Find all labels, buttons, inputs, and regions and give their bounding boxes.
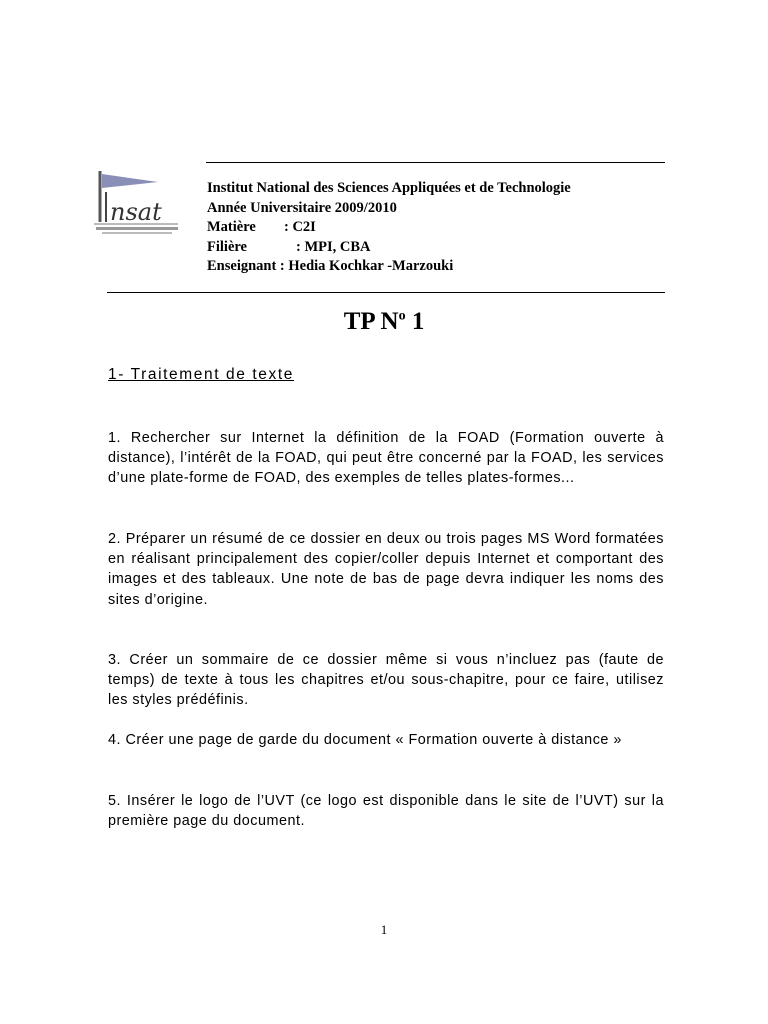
title-number: 1 <box>405 308 425 335</box>
filiere-label: Filière <box>207 238 247 255</box>
teacher: Enseignant : Hedia Kochkar -Marzouki <box>207 258 454 275</box>
matiere-value: : C2I <box>284 219 316 236</box>
header-rule-bottom <box>107 292 665 293</box>
section-title: 1- Traitement de texte <box>108 366 294 383</box>
matiere-label: Matière <box>207 219 256 236</box>
exercise-3: 3. Créer un sommaire de ce dossier même si vous n’incluez pas (faute de temps) de texte à tous les chapitres et/ou sous-chapitre, pour ce faire, utilisez les styles prédéfinis. <box>108 652 664 709</box>
exercise-4: 4. Créer une page de garde du document « Formation ouverte à distance » <box>108 732 622 748</box>
svg-text:nsat: nsat <box>110 198 162 226</box>
page-title <box>0 308 768 336</box>
page-number: 1 <box>380 922 388 937</box>
academic-year: Année Universitaire 2009/2010 <box>207 199 397 216</box>
institute-name: Institut National des Sciences Appliquées et de Technologie <box>207 180 571 196</box>
filiere-value: : MPI, CBA <box>296 238 371 255</box>
title-text: TP N <box>343 308 399 335</box>
insat-logo <box>92 166 182 238</box>
title-sup: o <box>398 308 406 324</box>
exercise-5: 5. Insérer le logo de l’UVT (ce logo est disponible dans le site de l’UVT) sur la première page du document. <box>108 793 664 830</box>
header-rule-top <box>206 162 665 163</box>
exercise-2: 2. Préparer un résumé de ce dossier en deux ou trois pages MS Word formatées en réalisant principalement des copier/coller depuis Internet et comportant des images et des tableaux. Une note de bas de page devra indiquer les noms des sites d’origine. <box>108 531 664 608</box>
exercise-1: 1. Rechercher sur Internet la définition de la FOAD (Formation ouverte à distance), l’intérêt de la FOAD, qui peut être concerné par la FOAD, les services d’une plate-forme de FOAD, des exemples de telles plates-formes... <box>108 430 664 487</box>
document-header <box>207 179 571 277</box>
